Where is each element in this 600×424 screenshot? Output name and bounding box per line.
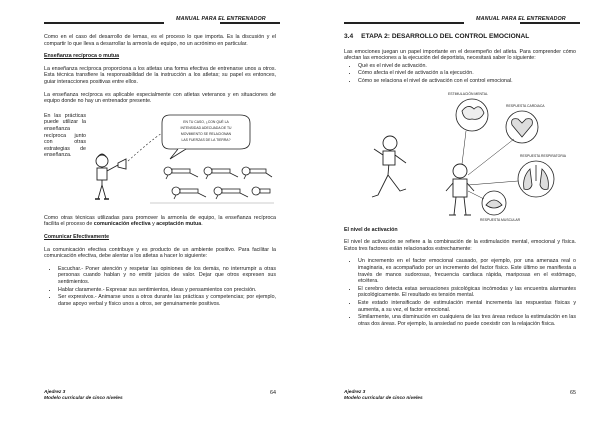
activation-heading: El nivel de activación [344, 226, 398, 233]
right-page [300, 0, 600, 424]
brain-diagram [456, 99, 488, 131]
cartoon-illustration [90, 111, 274, 207]
footer-title: Ajedrez 3 [344, 390, 366, 395]
section-number: 3.4 [344, 33, 354, 40]
list-item: • Similarmente, una disminución en cualquiera de las tres áreas reduce la estimulación en las otras dos áreas. Por ejemplo, la ansiedad no puede coexistir con la relajación física. [358, 314, 576, 327]
promotion-end: . [201, 221, 203, 228]
speech-line: EN TU CASO, ¿CON QUÉ LA [183, 119, 229, 124]
section-title: ETAPA 2: DESARROLLO DEL CONTROL EMOCIONAL [361, 33, 530, 40]
header-title: MANUAL PARA EL ENTRENADOR [476, 16, 566, 22]
reciprocal-heading: Enseñanza recíproca o mutua [44, 53, 120, 60]
right-body [344, 34, 576, 333]
speech-line: INTENSIDAD ADECUADA DE TU [180, 125, 232, 130]
footer-subtitle: Modelo curricular de cinco niveles [44, 396, 123, 401]
mutual-acceptance-term: aceptación mutua [156, 221, 202, 228]
communicate-paragraph: La comunicación efectiva contribuye y es producto de un ambiente positivo. Para facilitar la comunicación efectiva, debe alentar a los atletas a hacer lo siguiente: [44, 246, 276, 260]
page-header [344, 16, 580, 26]
header-rule [520, 22, 580, 24]
cartoon-block [44, 111, 276, 209]
runner-figure [372, 136, 406, 197]
effective-communication-term: comunicación efectiva [93, 221, 151, 228]
connector-lines [462, 131, 518, 199]
footer-subtitle: Modelo curricular de cinco niveles [344, 396, 423, 401]
header-rule [44, 22, 164, 24]
page-number: 65 [570, 390, 576, 396]
list-item: • Este estado intensificado de estimulación mental incrementa las respuestas físicas y aumenta, a su vez, el factor emocional. [358, 300, 576, 313]
label-muscular: RESPUESTA MUSCULAR [480, 217, 521, 222]
promotion-text: Como otras técnicas utilizadas para promover la armonía de equipo, la enseñanza recíproca facilita el proceso de [44, 214, 276, 228]
label-mental: ESTIMULACIÓN MENTAL [448, 91, 488, 96]
list-item: • Qué es el nivel de activación. [358, 63, 576, 70]
athlete-figure [446, 164, 474, 215]
lungs-diagram [518, 161, 554, 197]
heart-diagram [506, 111, 538, 143]
label-cardiac: RESPUESTA CARDIACA [506, 103, 545, 108]
athlete-group [164, 167, 272, 199]
promotion-conjunction: y [150, 221, 157, 228]
page-footer [344, 390, 576, 402]
emotions-intro: Las emociones juegan un papel importante en el desempeño del atleta. Para comprender cómo afectan las emociones a la ejecución del deportista, necesitará saber lo siguiente: [344, 48, 576, 62]
header-title: MANUAL PARA EL ENTRENADOR [176, 16, 266, 22]
label-respiratory: RESPUESTA RESPIRATORIA [520, 153, 566, 158]
coach-figure [95, 154, 126, 199]
promotion-paragraph [44, 215, 276, 228]
list-item: • Cómo afecta el nivel de activación a la ejecución. [358, 70, 576, 77]
page-number: 64 [270, 390, 276, 396]
intro-paragraph: Como en el caso del desarrollo de lemas, es el proceso lo que importa. Es la discusión y el compartir lo que lleva a desarrollar la armonía de equipo, no un acrónimo en particular. [44, 34, 276, 47]
left-body [44, 34, 276, 313]
intro-list [344, 63, 576, 85]
side-note: En las prácticas puede utilizar la enseñanza recíproca junto con otras estrategias de enseñanza. [44, 112, 86, 159]
list-item: • Ser expresivos.- Animarse unos a otros durante las prácticas y competencias; por ejemplo, darse apoyo verbal y físico unos a otros, ser genuinamente positivos. [58, 294, 276, 307]
activation-paragraph: El nivel de activación se refiere a la combinación de la estimulación mental, emocional y física. Estos tres factores están relacionados estrechamente: [344, 239, 576, 252]
activation-illustration [344, 91, 576, 223]
list-item: • El cerebro detecta estas sensaciones psicológicas incómodas y las encuentra alarmantes psicológicamente. El resultado es tensión mental. [358, 286, 576, 299]
header-rule [220, 22, 280, 24]
reciprocal-paragraph-2: La enseñanza recíproca es aplicable especialmente con atletas veteranos y en situaciones de equipo donde no hay un entrenador presente. [44, 91, 276, 105]
page-header [44, 16, 280, 26]
footer-title: Ajedrez 3 [44, 390, 66, 395]
list-item: • Cómo se relaciona el nivel de activación con el control emocional. [358, 78, 576, 85]
list-item: • Un incremento en el factor emocional causado, por ejemplo, por una amenaza real o imaginaria, es acompañado por un incremento del factor físico. Este último se manifiesta a través de manos sudorosas, frecuencia cardiaca rápida, mariposas en el estómago, etcétera. [358, 258, 576, 284]
speech-line: MOVIMIENTO SE RELACIONAN [180, 131, 232, 136]
muscle-diagram [482, 191, 506, 215]
communicate-heading: Comunicar Efectivamente [44, 233, 110, 240]
page-footer [44, 390, 276, 402]
list-item: • Escuchar.- Poner atención y respetar las opiniones de los demás, no interrumpir a otras personas cuando hablan y no emitir juicios de valor. Dejar que otros expresen sus sentimientos. [58, 266, 276, 286]
header-rule [344, 22, 464, 24]
reciprocal-paragraph-1: La enseñanza recíproca proporciona a los atletas una forma efectiva de entrenarse unos a otros. Esta técnica transfiere la responsabilidad de la instrucción a los atletas; su papel es entonces, guiar interacciones positivas entre ellos. [44, 65, 276, 85]
speech-line: LAS FUERZAS DE LA TIERRA? [181, 137, 231, 142]
activation-list [344, 258, 576, 327]
communicate-list [44, 266, 276, 308]
section-heading [344, 34, 576, 41]
list-item: • Hablar claramente.- Expresar sus sentimientos, ideas y pensamientos con precisión. [58, 287, 276, 294]
